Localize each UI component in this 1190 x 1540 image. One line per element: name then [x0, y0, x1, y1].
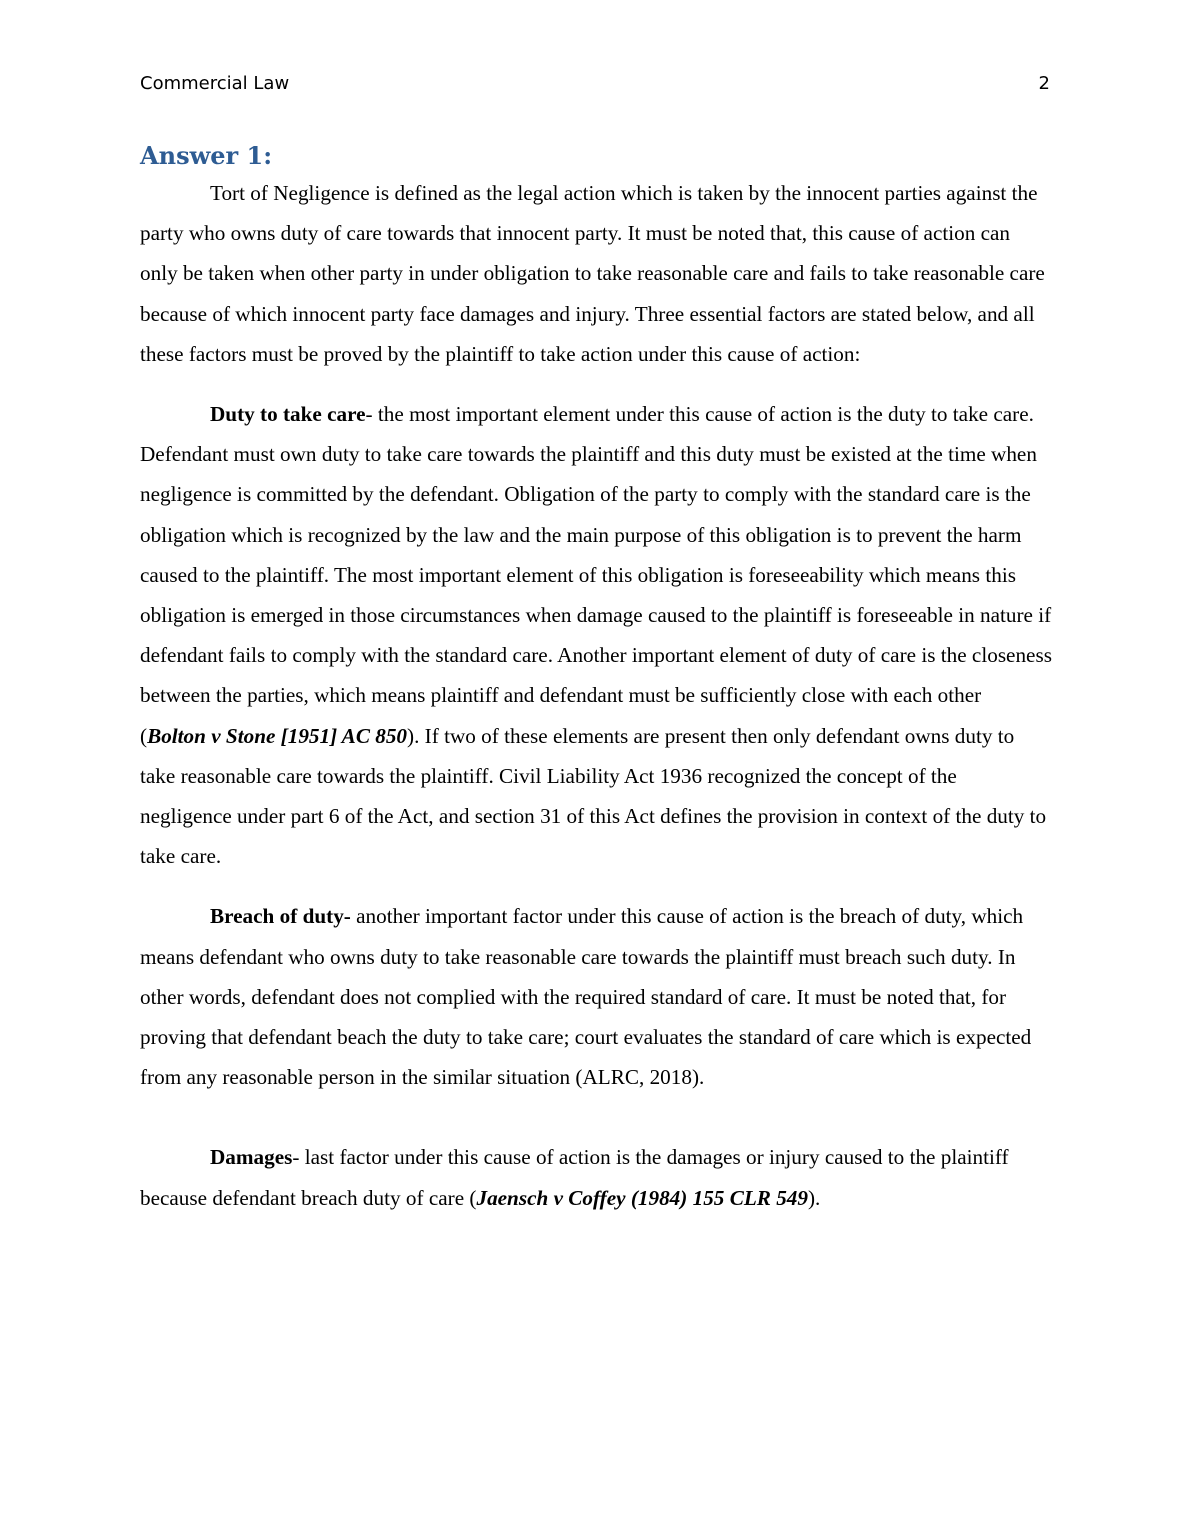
- breach-text: another important factor under this cause of action is the breach of duty, which means defendant who owns duty to take reasonable care towards the plaintiff must breach such duty. In other words, defendant does not complied with the required standard of care. It must be noted that, for proving that defendant beach the duty to take care; court evaluates the standard of care which is expected from any reasonable person in the similar situation (ALRC, 2018).: [140, 904, 1032, 1090]
- breach-paragraph: [140, 896, 1052, 1097]
- section-heading: Answer 1:: [140, 141, 273, 170]
- duty-term: Duty to take care: [210, 402, 366, 427]
- case-citation-jaensch: Jaensch v Coffey (1984) 155 CLR 549: [476, 1185, 808, 1210]
- duty-text-1: - the most important element under this cause of action is the duty to take care. Defendant must own duty to take care towards the plaintiff and this duty must be existed at the time when negligence is committed by the defendant. Obligation of the party to comply with the standard care is the obligation which is recognized by the law and the main purpose of this obligation is to prevent the harm caused to the plaintiff. The most important element of this obligation is foreseeability which means this obligation is emerged in those circumstances when damage caused to the plaintiff is foreseeable in nature if defendant fails to comply with the standard care. Another important element of duty of care is the closeness between the parties, which means plaintiff and defendant must be sufficiently close with each other (: [140, 402, 1052, 748]
- damages-text-1: - last factor under this cause of action is the damages or injury caused to the plaintiff because defendant breach duty of care (: [140, 1145, 1009, 1210]
- page-header: [140, 70, 1050, 98]
- header-title: Commercial Law: [140, 73, 290, 94]
- duty-paragraph: [140, 394, 1052, 876]
- damages-term: Damages: [210, 1145, 293, 1170]
- intro-paragraph: Tort of Negligence is defined as the legal action which is taken by the innocent parties against the party who owns duty of care towards that innocent party. It must be noted that, this cause of action can only be taken when other party in under obligation to take reasonable care and fails to take reasonable care because of which innocent party face damages and injury. Three essential factors are stated below, and all these factors must be proved by the plaintiff to take action under this cause of action:: [140, 181, 1045, 366]
- damages-paragraph: [140, 1137, 1052, 1217]
- document-body: [140, 139, 1052, 1218]
- breach-term: Breach of duty-: [210, 904, 351, 929]
- duty-text-2: ). If two of these elements are present then only defendant owns duty to take reasonable care towards the plaintiff. Civil Liability Act 1936 recognized the concept of the negligence under part 6 of the Act, and section 31 of this Act defines the provision in context of the duty to take care.: [140, 723, 1047, 869]
- damages-text-2: ).: [807, 1185, 821, 1210]
- page-number: 2: [1038, 73, 1050, 94]
- case-citation-bolton: Bolton v Stone [1951] AC 850: [147, 723, 408, 748]
